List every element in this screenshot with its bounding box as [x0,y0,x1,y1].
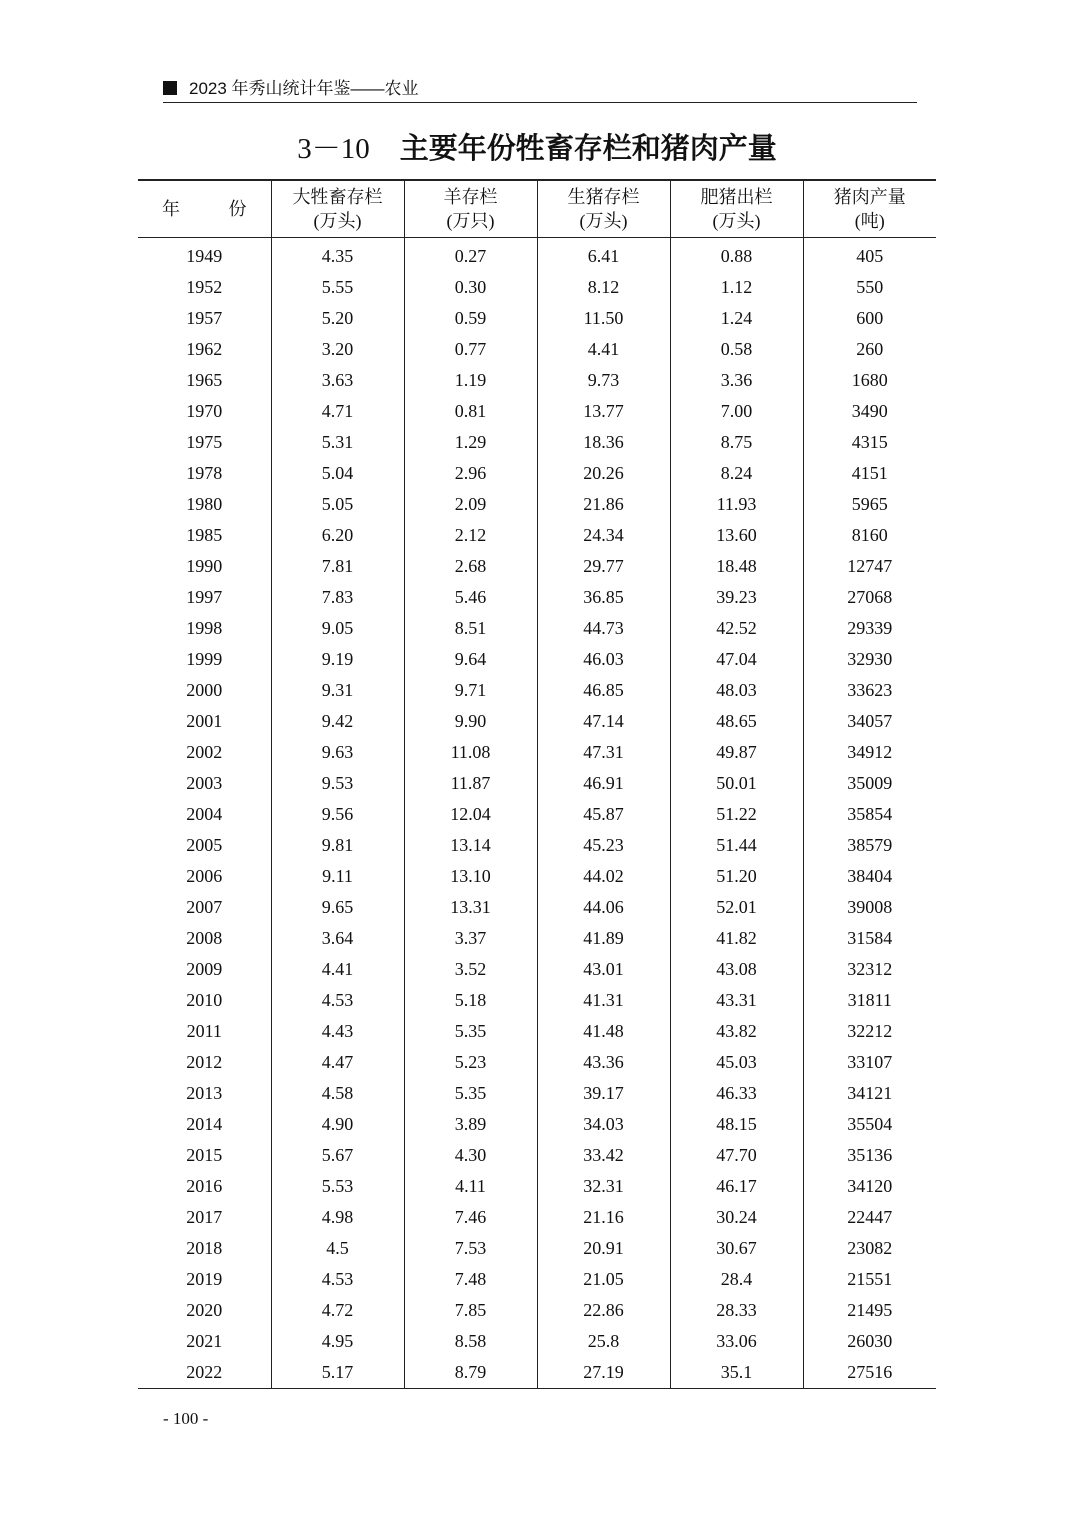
cell-sheep: 5.18 [404,985,537,1016]
cell-year: 2020 [186,1300,223,1320]
cell-hogs-slaughtered: 46.17 [670,1171,803,1202]
cell-large-livestock: 5.04 [271,458,404,489]
running-header [163,78,917,103]
cell-sheep: 4.30 [404,1140,537,1171]
cell-pork-output: 550 [803,272,936,303]
cell-large-livestock: 6.20 [271,520,404,551]
cell-pork-output: 3490 [803,396,936,427]
cell-year: 2006 [186,866,223,886]
cell-pork-output: 26030 [803,1326,936,1357]
cell-large-livestock: 5.05 [271,489,404,520]
cell-hogs-slaughtered: 8.24 [670,458,803,489]
cell-hogs-stock: 47.31 [537,737,670,768]
cell-hogs-slaughtered: 51.22 [670,799,803,830]
table-row [138,334,936,365]
cell-year: 1997 [186,587,223,607]
cell-large-livestock: 3.20 [271,334,404,365]
table-row [138,520,936,551]
cell-hogs-stock: 6.41 [537,238,670,273]
cell-pork-output: 34120 [803,1171,936,1202]
cell-hogs-slaughtered: 39.23 [670,582,803,613]
table-row [138,1264,936,1295]
cell-sheep: 2.68 [404,551,537,582]
table-row [138,644,936,675]
cell-hogs-stock: 39.17 [537,1078,670,1109]
cell-pork-output: 260 [803,334,936,365]
cell-hogs-slaughtered: 0.58 [670,334,803,365]
column-header-unit: (万头) [579,211,628,231]
cell-sheep: 7.53 [404,1233,537,1264]
cell-large-livestock: 3.63 [271,365,404,396]
cell-year: 2017 [186,1207,223,1227]
table-row [138,238,936,273]
table-row [138,954,936,985]
cell-large-livestock: 4.90 [271,1109,404,1140]
cell-year: 2022 [186,1362,223,1382]
cell-year: 2010 [186,990,223,1010]
cell-hogs-stock: 41.89 [537,923,670,954]
cell-large-livestock: 4.53 [271,985,404,1016]
cell-large-livestock: 9.11 [271,861,404,892]
cell-hogs-slaughtered: 35.1 [670,1357,803,1389]
table-row [138,1109,936,1140]
cell-large-livestock: 5.53 [271,1171,404,1202]
cell-hogs-stock: 21.05 [537,1264,670,1295]
cell-large-livestock: 4.47 [271,1047,404,1078]
cell-pork-output: 32312 [803,954,936,985]
table-row [138,737,936,768]
cell-pork-output: 33623 [803,675,936,706]
table-row [138,489,936,520]
table-row [138,303,936,334]
cell-hogs-stock: 43.01 [537,954,670,985]
table-row [138,1016,936,1047]
cell-sheep: 4.11 [404,1171,537,1202]
cell-year: 2013 [186,1083,223,1103]
cell-pork-output: 35136 [803,1140,936,1171]
cell-year: 1999 [186,649,223,669]
livestock-table [138,179,936,1389]
cell-sheep: 5.23 [404,1047,537,1078]
cell-large-livestock: 4.58 [271,1078,404,1109]
cell-year: 2012 [186,1052,223,1072]
column-header-name: 肥猪出栏 [700,187,773,207]
cell-hogs-slaughtered: 30.24 [670,1202,803,1233]
column-header-year [138,180,271,238]
cell-hogs-slaughtered: 50.01 [670,768,803,799]
column-header-year-label: 年 份 [162,199,269,219]
cell-large-livestock: 7.83 [271,582,404,613]
cell-pork-output: 34912 [803,737,936,768]
cell-year: 1978 [186,463,223,483]
cell-year: 2015 [186,1145,223,1165]
cell-sheep: 1.29 [404,427,537,458]
cell-pork-output: 33107 [803,1047,936,1078]
cell-pork-output: 29339 [803,613,936,644]
cell-pork-output: 27068 [803,582,936,613]
cell-pork-output: 5965 [803,489,936,520]
cell-large-livestock: 4.95 [271,1326,404,1357]
cell-hogs-stock: 44.02 [537,861,670,892]
column-header-name: 羊存栏 [443,187,498,207]
cell-hogs-stock: 41.31 [537,985,670,1016]
cell-hogs-slaughtered: 48.03 [670,675,803,706]
cell-year: 2004 [186,804,223,824]
cell-large-livestock: 4.98 [271,1202,404,1233]
column-header-unit: (万头) [712,211,761,231]
cell-pork-output: 35504 [803,1109,936,1140]
cell-sheep: 0.59 [404,303,537,334]
cell-hogs-slaughtered: 48.65 [670,706,803,737]
table-body [138,238,936,1389]
cell-year: 2008 [186,928,223,948]
table-row [138,923,936,954]
cell-year: 2014 [186,1114,223,1134]
cell-pork-output: 21495 [803,1295,936,1326]
column-header-hogs-stock [537,180,670,238]
cell-year: 2019 [186,1269,223,1289]
cell-hogs-stock: 36.85 [537,582,670,613]
cell-year: 2007 [186,897,223,917]
column-header-name: 生猪存栏 [567,187,640,207]
cell-hogs-stock: 20.91 [537,1233,670,1264]
cell-year: 1980 [186,494,223,514]
column-header-unit: (万头) [313,211,362,231]
cell-hogs-stock: 9.73 [537,365,670,396]
table-row [138,1357,936,1389]
cell-sheep: 5.35 [404,1016,537,1047]
cell-hogs-stock: 44.73 [537,613,670,644]
cell-year: 2016 [186,1176,223,1196]
cell-large-livestock: 4.35 [271,238,404,273]
cell-hogs-slaughtered: 51.20 [670,861,803,892]
cell-pork-output: 34121 [803,1078,936,1109]
cell-hogs-slaughtered: 30.67 [670,1233,803,1264]
table-number: 3－10 [297,133,370,165]
cell-large-livestock: 9.81 [271,830,404,861]
table-row [138,551,936,582]
cell-large-livestock: 4.5 [271,1233,404,1264]
cell-pork-output: 21551 [803,1264,936,1295]
cell-pork-output: 35009 [803,768,936,799]
header-text: 2023 年秀山统计年鉴——农业 [189,79,419,98]
column-header-hogs-slaughtered [670,180,803,238]
cell-large-livestock: 5.17 [271,1357,404,1389]
cell-large-livestock: 9.19 [271,644,404,675]
table-title-text: 主要年份牲畜存栏和猪肉产量 [399,131,777,165]
cell-hogs-stock: 46.91 [537,768,670,799]
cell-sheep: 8.79 [404,1357,537,1389]
cell-large-livestock: 7.81 [271,551,404,582]
cell-year: 2005 [186,835,223,855]
cell-sheep: 8.51 [404,613,537,644]
cell-year: 1962 [186,339,223,359]
cell-year: 1990 [186,556,223,576]
cell-hogs-slaughtered: 43.08 [670,954,803,985]
cell-hogs-slaughtered: 8.75 [670,427,803,458]
cell-hogs-stock: 47.14 [537,706,670,737]
cell-large-livestock: 9.42 [271,706,404,737]
table-row [138,1171,936,1202]
cell-sheep: 12.04 [404,799,537,830]
cell-sheep: 3.52 [404,954,537,985]
cell-year: 1985 [186,525,223,545]
cell-hogs-slaughtered: 42.52 [670,613,803,644]
table-header [138,180,936,238]
cell-large-livestock: 9.31 [271,675,404,706]
table-row [138,1295,936,1326]
cell-hogs-slaughtered: 43.31 [670,985,803,1016]
cell-pork-output: 38404 [803,861,936,892]
cell-pork-output: 31811 [803,985,936,1016]
cell-large-livestock: 5.67 [271,1140,404,1171]
table-row [138,1140,936,1171]
cell-hogs-stock: 45.87 [537,799,670,830]
cell-pork-output: 35854 [803,799,936,830]
cell-sheep: 13.31 [404,892,537,923]
cell-sheep: 7.48 [404,1264,537,1295]
cell-sheep: 2.96 [404,458,537,489]
cell-hogs-stock: 46.03 [537,644,670,675]
cell-pork-output: 31584 [803,923,936,954]
cell-pork-output: 32930 [803,644,936,675]
cell-sheep: 7.85 [404,1295,537,1326]
cell-pork-output: 23082 [803,1233,936,1264]
cell-hogs-stock: 24.34 [537,520,670,551]
table-row [138,1078,936,1109]
cell-hogs-slaughtered: 28.33 [670,1295,803,1326]
cell-sheep: 3.89 [404,1109,537,1140]
cell-large-livestock: 9.05 [271,613,404,644]
cell-large-livestock: 4.53 [271,1264,404,1295]
cell-sheep: 11.08 [404,737,537,768]
cell-sheep: 7.46 [404,1202,537,1233]
cell-pork-output: 32212 [803,1016,936,1047]
cell-pork-output: 405 [803,238,936,273]
cell-sheep: 9.71 [404,675,537,706]
cell-hogs-slaughtered: 45.03 [670,1047,803,1078]
cell-year: 1965 [186,370,223,390]
cell-hogs-slaughtered: 28.4 [670,1264,803,1295]
cell-hogs-slaughtered: 47.04 [670,644,803,675]
cell-sheep: 0.30 [404,272,537,303]
table-row [138,396,936,427]
cell-large-livestock: 5.55 [271,272,404,303]
cell-hogs-stock: 4.41 [537,334,670,365]
table-row [138,892,936,923]
cell-hogs-stock: 43.36 [537,1047,670,1078]
table-row [138,1326,936,1357]
cell-large-livestock: 4.41 [271,954,404,985]
cell-year: 2003 [186,773,223,793]
table-row [138,613,936,644]
cell-sheep: 1.19 [404,365,537,396]
cell-pork-output: 22447 [803,1202,936,1233]
cell-hogs-stock: 21.16 [537,1202,670,1233]
cell-pork-output: 39008 [803,892,936,923]
cell-year: 1975 [186,432,223,452]
table-row [138,365,936,396]
cell-hogs-stock: 11.50 [537,303,670,334]
cell-year: 2002 [186,742,223,762]
cell-hogs-slaughtered: 0.88 [670,238,803,273]
cell-pork-output: 27516 [803,1357,936,1389]
cell-year: 2001 [186,711,223,731]
cell-hogs-slaughtered: 1.12 [670,272,803,303]
cell-large-livestock: 3.64 [271,923,404,954]
cell-hogs-stock: 18.36 [537,427,670,458]
cell-pork-output: 600 [803,303,936,334]
cell-year: 2011 [186,1021,222,1041]
cell-hogs-stock: 34.03 [537,1109,670,1140]
cell-year: 2009 [186,959,223,979]
cell-hogs-stock: 27.19 [537,1357,670,1389]
cell-sheep: 3.37 [404,923,537,954]
cell-sheep: 9.64 [404,644,537,675]
cell-sheep: 5.46 [404,582,537,613]
cell-hogs-slaughtered: 48.15 [670,1109,803,1140]
cell-hogs-slaughtered: 52.01 [670,892,803,923]
cell-sheep: 13.10 [404,861,537,892]
cell-sheep: 0.81 [404,396,537,427]
cell-hogs-stock: 33.42 [537,1140,670,1171]
cell-large-livestock: 9.65 [271,892,404,923]
table-row [138,458,936,489]
cell-hogs-stock: 8.12 [537,272,670,303]
cell-hogs-slaughtered: 51.44 [670,830,803,861]
cell-hogs-stock: 25.8 [537,1326,670,1357]
cell-year: 1952 [186,277,223,297]
cell-hogs-slaughtered: 33.06 [670,1326,803,1357]
cell-hogs-slaughtered: 41.82 [670,923,803,954]
cell-hogs-stock: 29.77 [537,551,670,582]
cell-year: 2021 [186,1331,223,1351]
column-header-sheep [404,180,537,238]
column-header-name: 大牲畜存栏 [292,187,383,207]
column-header-name: 猪肉产量 [833,187,906,207]
cell-sheep: 5.35 [404,1078,537,1109]
cell-sheep: 11.87 [404,768,537,799]
cell-hogs-slaughtered: 3.36 [670,365,803,396]
cell-large-livestock: 5.31 [271,427,404,458]
page-number: - 100 - [163,1409,209,1428]
cell-sheep: 0.77 [404,334,537,365]
cell-sheep: 2.09 [404,489,537,520]
cell-hogs-stock: 13.77 [537,396,670,427]
cell-hogs-stock: 44.06 [537,892,670,923]
table-row [138,1233,936,1264]
cell-year: 2000 [186,680,223,700]
cell-hogs-slaughtered: 11.93 [670,489,803,520]
column-header-unit: (万只) [446,211,495,231]
cell-pork-output: 4315 [803,427,936,458]
cell-year: 1970 [186,401,223,421]
cell-sheep: 2.12 [404,520,537,551]
cell-hogs-stock: 32.31 [537,1171,670,1202]
cell-sheep: 9.90 [404,706,537,737]
table-row [138,582,936,613]
table-title [0,124,1074,173]
table-row [138,985,936,1016]
table-row [138,272,936,303]
cell-hogs-stock: 46.85 [537,675,670,706]
table-row [138,1047,936,1078]
cell-hogs-slaughtered: 49.87 [670,737,803,768]
cell-sheep: 0.27 [404,238,537,273]
cell-year: 1949 [186,246,223,266]
cell-hogs-stock: 21.86 [537,489,670,520]
table-row [138,427,936,458]
cell-large-livestock: 9.56 [271,799,404,830]
cell-pork-output: 8160 [803,520,936,551]
cell-hogs-slaughtered: 13.60 [670,520,803,551]
table-row [138,861,936,892]
cell-sheep: 8.58 [404,1326,537,1357]
column-header-pork-output [803,180,936,238]
cell-hogs-stock: 20.26 [537,458,670,489]
cell-hogs-slaughtered: 7.00 [670,396,803,427]
cell-large-livestock: 5.20 [271,303,404,334]
cell-hogs-stock: 45.23 [537,830,670,861]
table-row [138,830,936,861]
cell-year: 1998 [186,618,223,638]
cell-hogs-stock: 22.86 [537,1295,670,1326]
column-header-large-livestock [271,180,404,238]
table-row [138,768,936,799]
cell-hogs-slaughtered: 18.48 [670,551,803,582]
cell-hogs-slaughtered: 1.24 [670,303,803,334]
cell-hogs-slaughtered: 47.70 [670,1140,803,1171]
cell-pork-output: 1680 [803,365,936,396]
cell-hogs-stock: 41.48 [537,1016,670,1047]
column-header-unit: (吨) [854,211,885,231]
cell-pork-output: 34057 [803,706,936,737]
header-row [138,180,936,238]
cell-pork-output: 38579 [803,830,936,861]
table-row [138,675,936,706]
cell-hogs-slaughtered: 43.82 [670,1016,803,1047]
cell-hogs-slaughtered: 46.33 [670,1078,803,1109]
cell-large-livestock: 4.71 [271,396,404,427]
cell-year: 1957 [186,308,223,328]
cell-large-livestock: 9.53 [271,768,404,799]
table-row [138,706,936,737]
cell-sheep: 13.14 [404,830,537,861]
table-row [138,799,936,830]
cell-pork-output: 12747 [803,551,936,582]
cell-year: 2018 [186,1238,223,1258]
table-row [138,1202,936,1233]
cell-large-livestock: 4.43 [271,1016,404,1047]
header-square-marker [163,81,177,95]
cell-pork-output: 4151 [803,458,936,489]
cell-large-livestock: 4.72 [271,1295,404,1326]
cell-large-livestock: 9.63 [271,737,404,768]
